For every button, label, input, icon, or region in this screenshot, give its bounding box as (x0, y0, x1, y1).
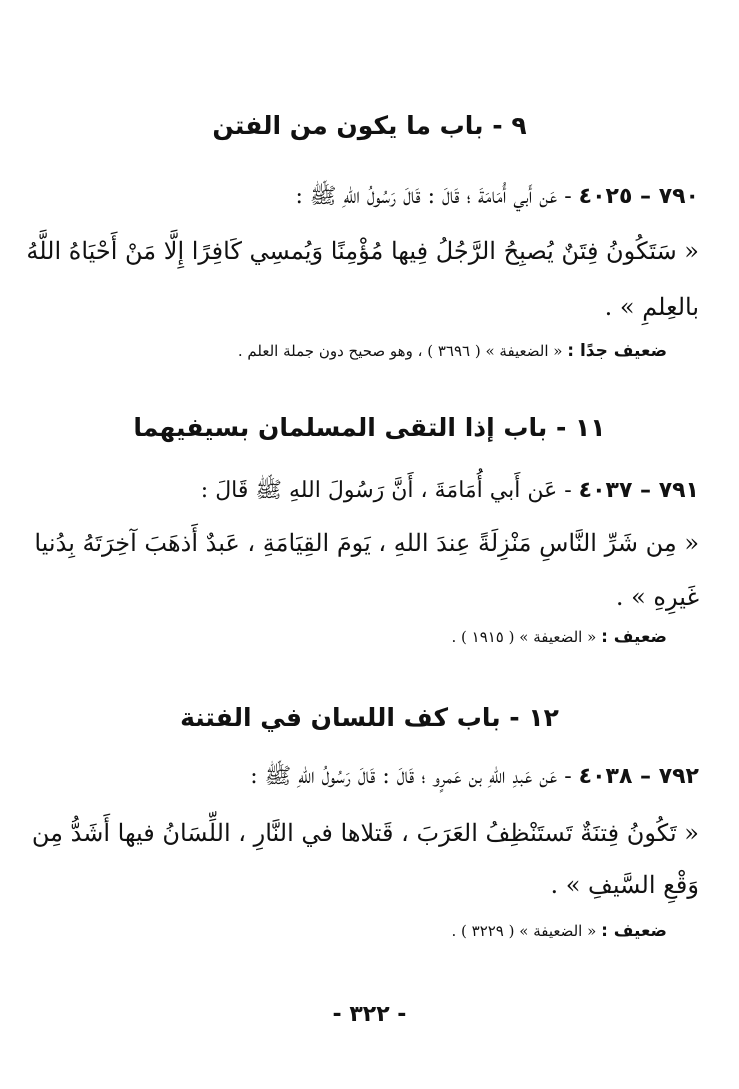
hadith-matn-line: « تَكُونُ فِتنَةٌ تَستَنْظِفُ العَرَبَ ، قَتلاها في النَّارِ ، اللِّسَانُ فيها أَشَدُّ مِن (31, 819, 699, 847)
hadith-number: ٧٩٠ – ٤٠٢٥ (578, 184, 699, 209)
hadith-matn-line: « سَتَكُونُ فِتَنٌ يُصبِحُ الرَّجُلُ فِيها مُؤْمِنًا وَيُمسِي كَافِرًا إِلَّا مَنْ أَحْيَاهُ اللَّهُ (26, 237, 699, 265)
hadith-grading (40, 338, 667, 364)
grading-label: ضعيف : (601, 627, 667, 647)
grading-label: ضعيف : (601, 921, 667, 941)
chapter-heading: ٩ - باب ما يكون من الفتن (212, 111, 527, 140)
hadith-isnad: - عَن أَبي أُمَامَةَ ؛ قَالَ : قَالَ رَسُولُ اللهِ ﷺ : (295, 184, 579, 209)
hadith-header (40, 760, 699, 794)
hadith-number: ٧٩٢ – ٤٠٣٨ (578, 764, 699, 789)
hadith-header (40, 180, 699, 214)
hadith-isnad: - عَن عَبدِ اللهِ بن عَمرٍو ؛ قَالَ : قَالَ رَسُولُ اللهِ ﷺ : (250, 764, 579, 789)
grading-label: ضعيف جدًا : (567, 341, 667, 361)
chapter-heading: ١٢ - باب كف اللسان في الفتنة (180, 703, 559, 732)
hadith-header (40, 474, 699, 508)
page-number: - ٣٢٢ - (332, 1002, 407, 1027)
hadith-grading (40, 624, 667, 650)
hadith-matn-line: وَقْعِ السَّيفِ » . (550, 871, 699, 899)
hadith-matn-line: بالعِلمِ » . (604, 293, 699, 321)
hadith-grading (40, 918, 667, 944)
hadith-matn-line: « مِن شَرِّ النَّاسِ مَنْزِلَةً عِندَ اللهِ ، يَومَ القِيَامَةِ ، عَبدٌ أَذهَبَ آخِرَتَهُ بِدُنيا (34, 529, 699, 557)
chapter-heading: ١١ - باب إذا التقى المسلمان بسيفيهما (133, 413, 606, 442)
grading-text: « الضعيفة » ( ٣٦٩٦ ) ، وهو صحيح دون جملة العلم . (237, 342, 568, 360)
hadith-matn-line: غَيرِهِ » . (615, 583, 699, 611)
grading-text: « الضعيفة » ( ٣٢٢٩ ) . (451, 922, 602, 940)
hadith-isnad: - عَن أَبي أُمَامَةَ ، أَنَّ رَسُولَ اللهِ ﷺ قَالَ : (200, 478, 579, 503)
grading-text: « الضعيفة » ( ١٩١٥ ) . (451, 628, 602, 646)
hadith-number: ٧٩١ – ٤٠٣٧ (578, 478, 699, 503)
